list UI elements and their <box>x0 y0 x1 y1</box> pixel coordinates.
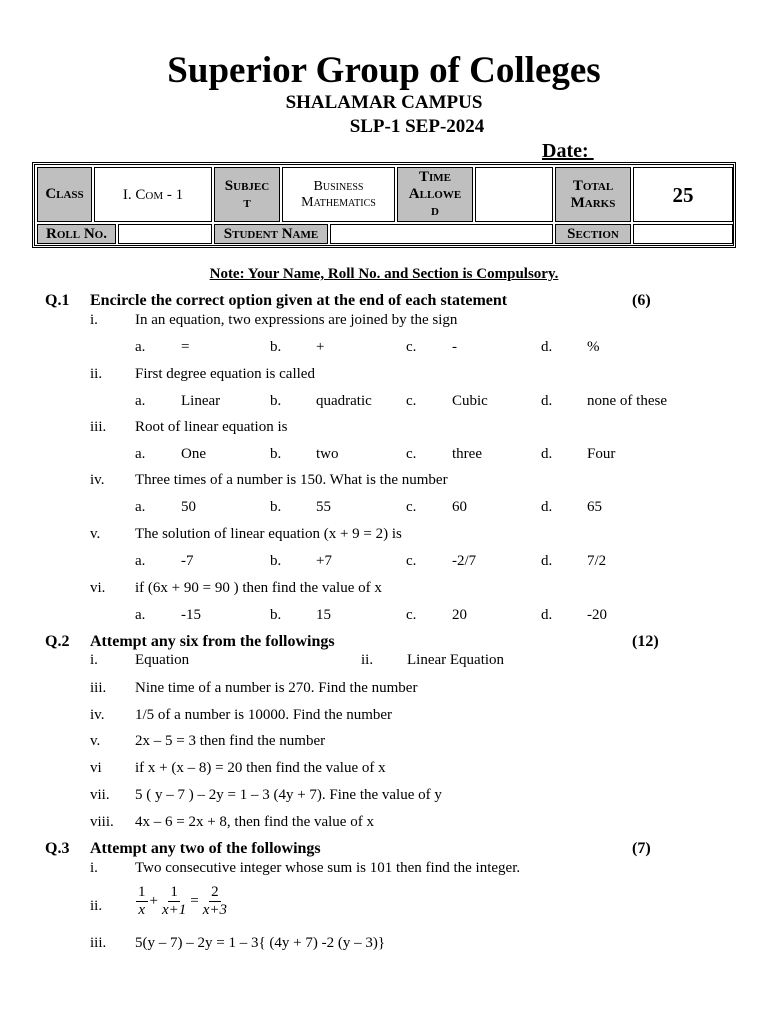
time-allowed-value-cell <box>475 167 553 222</box>
q1-item-number: v. <box>90 526 101 542</box>
q3-item-number: ii. <box>90 898 103 914</box>
option-value: three <box>452 446 482 462</box>
exam-session: SLP-1 SEP-2024 <box>349 116 485 137</box>
option-value: Linear <box>181 393 221 409</box>
class-value-cell: I. Com - 1 <box>94 167 212 222</box>
q2-item-text: Linear Equation <box>407 652 505 668</box>
q3-item-number: i. <box>90 860 98 876</box>
q1-item-number: i. <box>90 312 98 328</box>
q3-item-number: iii. <box>90 935 107 951</box>
q2-number: Q.2 <box>45 633 70 650</box>
q1-item-text: Root of linear equation is <box>135 419 288 435</box>
student-name-label-cell: Student Name <box>214 224 328 244</box>
q2-item-text: Equation <box>135 652 190 668</box>
q2-item-text: 5 ( y – 7 ) – 2y = 1 – 3 (4y + 7). Fine the value of y <box>135 787 442 803</box>
total-marks-label-cell: Total Marks <box>555 167 631 222</box>
option-value: - <box>452 339 457 355</box>
q2-item-number: iii. <box>90 680 107 696</box>
option-value: 15 <box>316 607 331 623</box>
q1-title: Encircle the correct option given at the end of each statement <box>90 292 508 309</box>
fraction: $\frac{1}{x+1}$ <box>161 884 187 918</box>
option-letter: b. <box>270 446 282 462</box>
info-table <box>32 162 736 248</box>
q1-item-number: vi. <box>90 580 106 596</box>
option-value: 65 <box>587 499 602 515</box>
q1-item-text: In an equation, two expressions are joined by the sign <box>135 312 458 328</box>
option-letter: c. <box>406 499 417 515</box>
option-letter: c. <box>406 553 417 569</box>
option-value: -7 <box>181 553 194 569</box>
fraction: 1 x <box>138 884 146 918</box>
q2-item-text: if x + (x – 8) = 20 then find the value of x <box>135 760 386 776</box>
q3-item-text: Two consecutive integer whose sum is 101 then find the integer. <box>135 860 521 876</box>
roll-no-value-cell <box>118 224 212 244</box>
q1-marks: (6) <box>632 292 651 309</box>
campus-name: SHALAMAR CAMPUS <box>285 92 483 113</box>
option-value: % <box>587 339 600 355</box>
option-letter: b. <box>270 499 282 515</box>
q2-marks: (12) <box>632 633 659 650</box>
fraction: $\frac{2}{x+3}$ <box>202 884 227 918</box>
q3-marks: (7) <box>632 840 651 857</box>
option-letter: a. <box>135 393 146 409</box>
option-letter: d. <box>541 393 553 409</box>
option-letter: b. <box>270 393 282 409</box>
q2-title: Attempt any six from the followings <box>90 633 335 650</box>
college-title: Superior Group of Colleges <box>167 50 601 91</box>
option-value: 60 <box>452 499 467 515</box>
q2-item-text: 1/5 of a number is 10000. Find the number <box>135 707 393 723</box>
subject-label-cell: Subjec t <box>214 167 280 222</box>
option-value: -20 <box>587 607 607 623</box>
q3-title: Attempt any two of the followings <box>90 840 321 857</box>
option-value: 20 <box>452 607 467 623</box>
q2-item-number: vii. <box>90 787 110 803</box>
option-letter: d. <box>541 553 553 569</box>
option-value: Cubic <box>452 393 488 409</box>
q3-number: Q.3 <box>45 840 70 857</box>
section-value-cell <box>633 224 733 244</box>
q2-item-number: i. <box>90 652 98 668</box>
option-value: 50 <box>181 499 196 515</box>
q1-item-number: ii. <box>90 366 103 382</box>
plus-sign: + <box>149 893 158 909</box>
option-value: 7/2 <box>587 553 607 569</box>
q1-item-number: iii. <box>90 419 107 435</box>
option-value: two <box>316 446 339 462</box>
option-value: none of these <box>587 393 667 409</box>
equals-sign: = <box>190 893 199 909</box>
option-letter: d. <box>541 607 553 623</box>
q2-item-number: viii. <box>90 814 114 830</box>
option-letter: c. <box>406 339 417 355</box>
option-value: + <box>316 339 325 355</box>
option-letter: a. <box>135 446 146 462</box>
q2-item-text: 4x – 6 = 2x + 8, then find the value of x <box>135 814 374 830</box>
date-label: Date: <box>542 140 594 162</box>
q3-fraction-equation <box>135 884 230 919</box>
option-letter: a. <box>135 339 146 355</box>
q1-item-text: First degree equation is called <box>135 366 315 382</box>
q3-item-text: 5(y – 7) – 2y = 1 – 3{ (4y + 7) -2 (y – 3)} <box>135 935 386 951</box>
option-value: quadratic <box>316 393 372 409</box>
subject-value-cell: Business Mathematics <box>282 167 395 222</box>
option-value: +7 <box>316 553 332 569</box>
option-letter: d. <box>541 446 553 462</box>
q2-item-text: 2x – 5 = 3 then find the number <box>135 733 326 749</box>
q2-item-text: Nine time of a number is 270. Find the number <box>135 680 418 696</box>
option-letter: c. <box>406 446 417 462</box>
option-letter: b. <box>270 339 282 355</box>
option-letter: a. <box>135 553 146 569</box>
section-label-cell: Section <box>555 224 631 244</box>
q1-item-text: if (6x + 90 = 90 ) then find the value of x <box>135 580 382 596</box>
q2-item-number: iv. <box>90 707 105 723</box>
option-letter: c. <box>406 607 417 623</box>
student-name-value-cell <box>330 224 553 244</box>
q2-item-number: v. <box>90 733 101 749</box>
option-value: 55 <box>316 499 331 515</box>
option-letter: b. <box>270 553 282 569</box>
q2-item-number: ii. <box>361 652 374 668</box>
roll-no-label-cell: Roll No. <box>37 224 116 244</box>
option-letter: d. <box>541 499 553 515</box>
q1-number: Q.1 <box>45 292 70 309</box>
total-marks-value-cell: 25 <box>633 167 733 222</box>
time-allowed-label-cell: Time Allowe d <box>397 167 473 222</box>
class-label-cell: Class <box>37 167 92 222</box>
q1-item-text: Three times of a number is 150. What is the number <box>135 472 448 488</box>
option-value: Four <box>587 446 616 462</box>
option-value: -2/7 <box>452 553 477 569</box>
option-letter: a. <box>135 499 146 515</box>
q1-item-number: iv. <box>90 472 105 488</box>
option-letter: d. <box>541 339 553 355</box>
q2-item-number: vi <box>90 760 102 776</box>
q1-item-text: The solution of linear equation (x + 9 = 2) is <box>135 526 402 542</box>
option-letter: c. <box>406 393 417 409</box>
option-letter: b. <box>270 607 282 623</box>
option-value: = <box>181 339 190 355</box>
option-letter: a. <box>135 607 146 623</box>
option-value: -15 <box>181 607 201 623</box>
option-value: One <box>181 446 206 462</box>
compulsory-note: Note: Your Name, Roll No. and Section is Compulsory. <box>209 266 559 282</box>
